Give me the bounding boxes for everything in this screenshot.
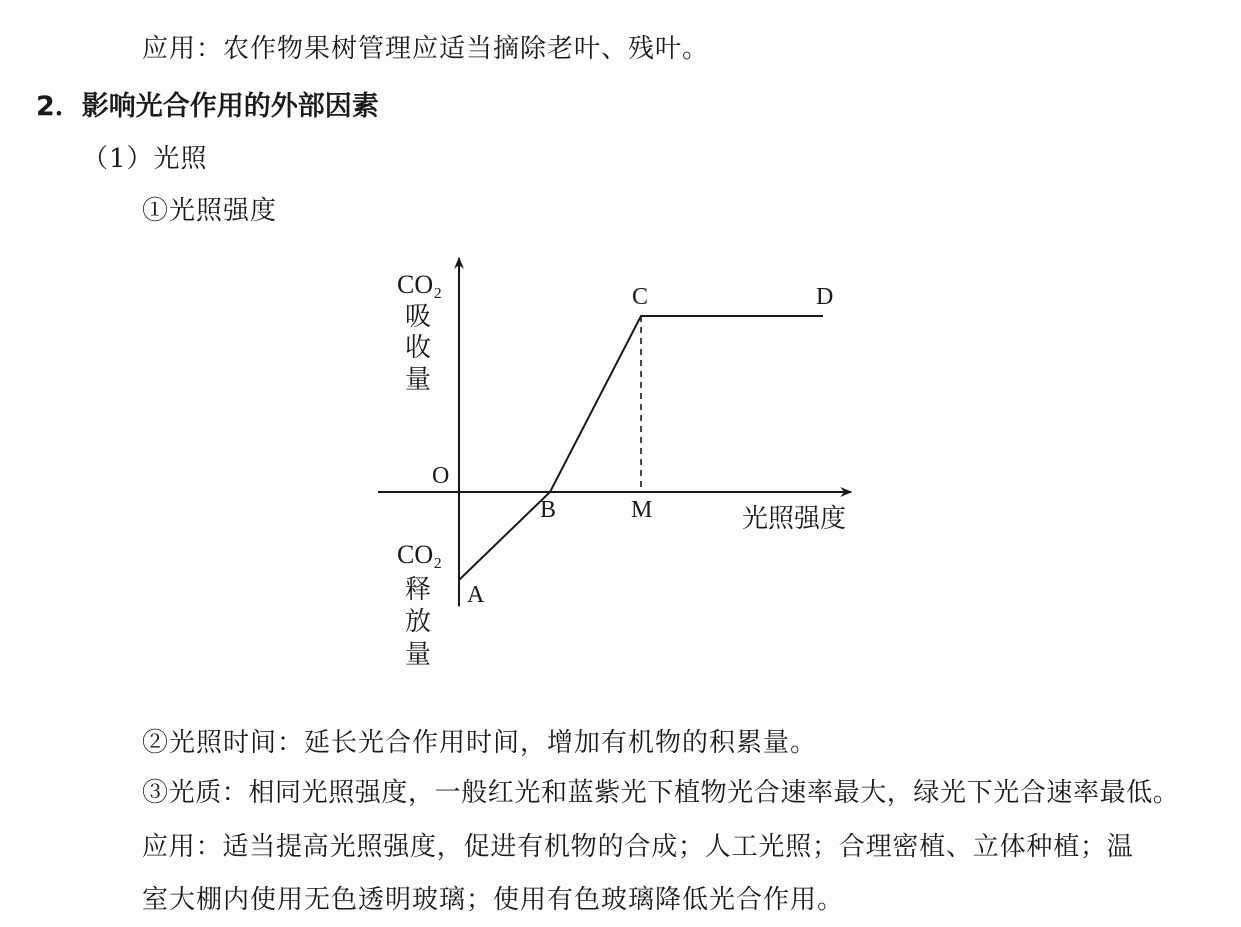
ylabel-bottom-char2: 放 xyxy=(405,607,432,636)
ylabel-top-char1: 吸 xyxy=(405,302,432,331)
ylabel-top-char2: 收 xyxy=(405,333,432,362)
application-leaves-text: 应用：农作物果树管理应适当摘除老叶、残叶。 xyxy=(142,34,710,64)
item-light-quality: ③光质：相同光照强度，一般红光和蓝紫光下植物光合速率最大，绿光下光合速率最低。 xyxy=(142,778,1180,808)
y-axis-label-release xyxy=(397,540,442,669)
ylabel-bottom-char1: 释 xyxy=(405,575,432,604)
item-light-duration: ②光照时间：延长光合作用时间，增加有机物的积累量。 xyxy=(142,728,818,758)
ylabel-bottom-char3: 量 xyxy=(405,640,432,669)
axis-point-label-B: B xyxy=(540,497,557,523)
axis-point-label-M: M xyxy=(631,497,653,523)
x-axis-label: 光照强度 xyxy=(742,504,847,533)
item-light-intensity: ①光照强度 xyxy=(142,196,278,226)
ylabel-top-co2: CO₂ xyxy=(397,270,443,299)
application-text-line2: 室大棚内使用无色透明玻璃；使用有色玻璃降低光合作用。 xyxy=(142,885,845,915)
application-text-line1: 应用：适当提高光照强度，促进有机物的合成；人工光照；合理密植、立体种植；温 xyxy=(142,832,1134,862)
origin-label: O xyxy=(432,463,450,489)
section-heading: 2．影响光合作用的外部因素 xyxy=(36,91,379,122)
ylabel-bottom-co2: CO₂ xyxy=(397,540,443,569)
y-axis-label-absorb xyxy=(397,270,442,394)
ylabel-top-char3: 量 xyxy=(405,365,432,394)
point-label-A: A xyxy=(467,582,485,608)
subsection-light: （1）光照 xyxy=(82,144,208,174)
point-label-D: D xyxy=(816,284,834,310)
point-label-C: C xyxy=(632,284,649,310)
